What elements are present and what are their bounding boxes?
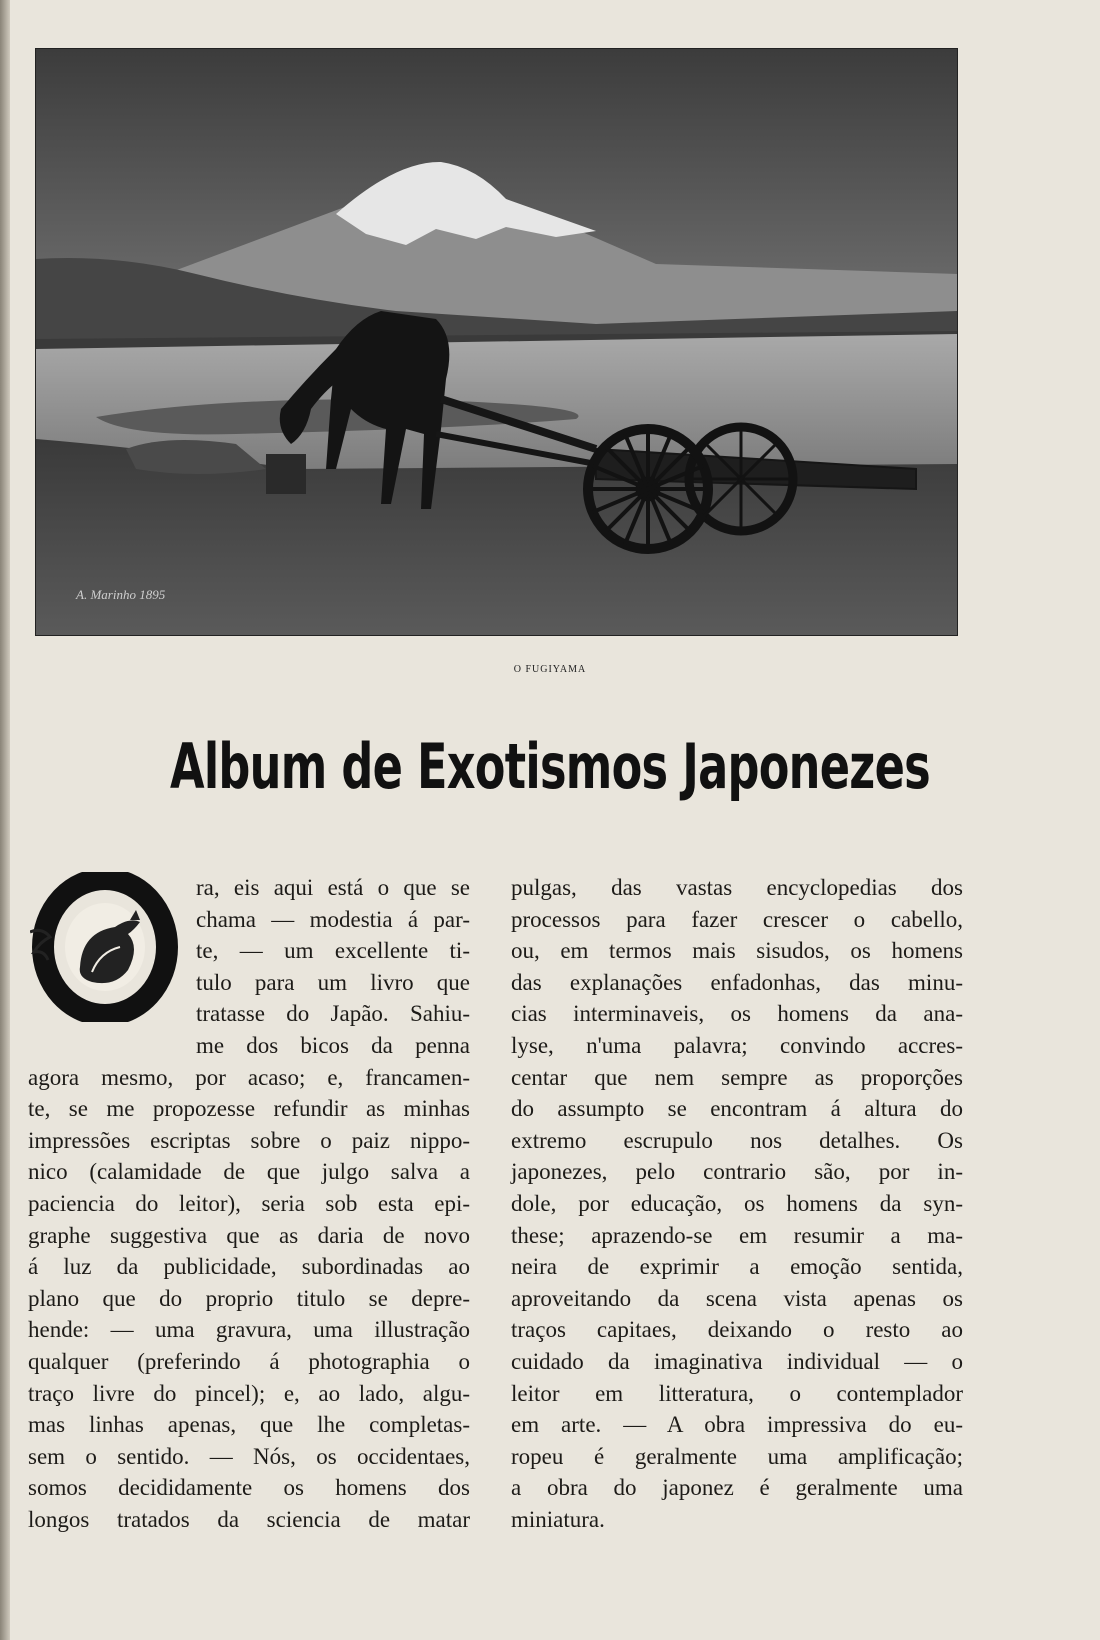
text-line: extremo escrupulo nos detalhes. Os bbox=[511, 1127, 963, 1153]
text-line: cias interminaveis, os homens da ana- bbox=[511, 1001, 963, 1027]
text-line: pulgas, das vastas encyclopedias dos bbox=[511, 875, 963, 900]
text-line: miniatura. bbox=[511, 1506, 605, 1532]
text-line: a obra do japonez é geralmente uma bbox=[511, 1475, 963, 1501]
text-line: processos para fazer crescer o cabello, bbox=[511, 906, 963, 932]
text-line: leitor em litteratura, o contemplador bbox=[511, 1380, 963, 1406]
dropcap-letter: O bbox=[104, 892, 106, 893]
article-title: Album de Exotismos Japonezes bbox=[170, 730, 930, 803]
text-line: traço livre do pincel); e, ao lado, algu- bbox=[28, 1380, 470, 1406]
text-line: tulo para um livro que bbox=[196, 969, 470, 995]
fujiyama-illustration bbox=[36, 49, 957, 635]
article-right-column bbox=[511, 872, 963, 1535]
text-line: plano que do proprio titulo se depre- bbox=[28, 1285, 470, 1311]
text-line: centar que nem sempre as proporções bbox=[511, 1064, 963, 1090]
text-line: paciencia do leitor), seria sob esta epi- bbox=[28, 1190, 470, 1216]
text-line: qualquer (preferindo á photographia o bbox=[28, 1348, 470, 1374]
text-line: do assumpto se encontram á altura do bbox=[511, 1096, 963, 1122]
text-line: dole, por educação, os homens da syn- bbox=[511, 1190, 963, 1216]
text-line: japonezes, pelo contrario são, por in- bbox=[511, 1159, 963, 1185]
text-line: te, se me propozesse refundir as minhas bbox=[28, 1096, 470, 1122]
fujiyama-photograph bbox=[35, 48, 958, 636]
text-line: lyse, n'uma palavra; convindo accres- bbox=[511, 1032, 963, 1058]
photo-signature: A. Marinho 1895 bbox=[76, 587, 166, 602]
article-left-column bbox=[28, 872, 470, 1535]
text-line: hende: — uma gravura, uma illustração bbox=[28, 1317, 470, 1343]
text-line: á luz da publicidade, subordinadas ao bbox=[28, 1254, 470, 1280]
text-line: ra, eis aqui está o que se bbox=[196, 875, 470, 900]
text-line: aproveitando da scena vista apenas os bbox=[511, 1285, 963, 1311]
text-line: das explanações enfadonhas, das minu- bbox=[511, 969, 963, 995]
text-line: me dos bicos da penna bbox=[196, 1032, 470, 1058]
text-line: graphe suggestiva que as daria de novo bbox=[28, 1222, 470, 1248]
text-line: sem o sentido. — Nós, os occidentaes, bbox=[28, 1443, 470, 1469]
photo-caption: O FUGIYAMA bbox=[513, 664, 587, 675]
text-line: somos decididamente os homens dos bbox=[28, 1475, 470, 1501]
text-line: em arte. — A obra impressiva do eu- bbox=[511, 1412, 963, 1438]
text-line: chama — modestia á par- bbox=[196, 906, 470, 932]
text-line: mas linhas apenas, que lhe completas- bbox=[28, 1412, 470, 1438]
text-line: tratasse do Japão. Sahiu- bbox=[196, 1001, 470, 1027]
text-line: impressões escriptas sobre o paiz nippo- bbox=[28, 1127, 470, 1153]
text-line: longos tratados da sciencia de matar bbox=[28, 1506, 470, 1532]
text-line: traços capitaes, deixando o resto ao bbox=[511, 1317, 963, 1343]
text-line: nico (calamidade de que julgo salva a bbox=[28, 1159, 470, 1185]
text-line: neira de exprimir a emoção sentida, bbox=[511, 1254, 963, 1280]
text-line: cuidado da imaginativa individual — o bbox=[511, 1348, 963, 1374]
text-line: these; aprazendo-se em resumir a ma- bbox=[511, 1222, 963, 1248]
text-line: ou, em termos mais sisudos, os homens bbox=[511, 938, 963, 964]
text-line: te, — um excellente ti- bbox=[196, 938, 470, 964]
text-line: ropeu é geralmente uma amplificação; bbox=[511, 1443, 963, 1469]
text-line: agora mesmo, por acaso; e, francamen- bbox=[28, 1064, 470, 1090]
page-edge bbox=[0, 0, 10, 1640]
